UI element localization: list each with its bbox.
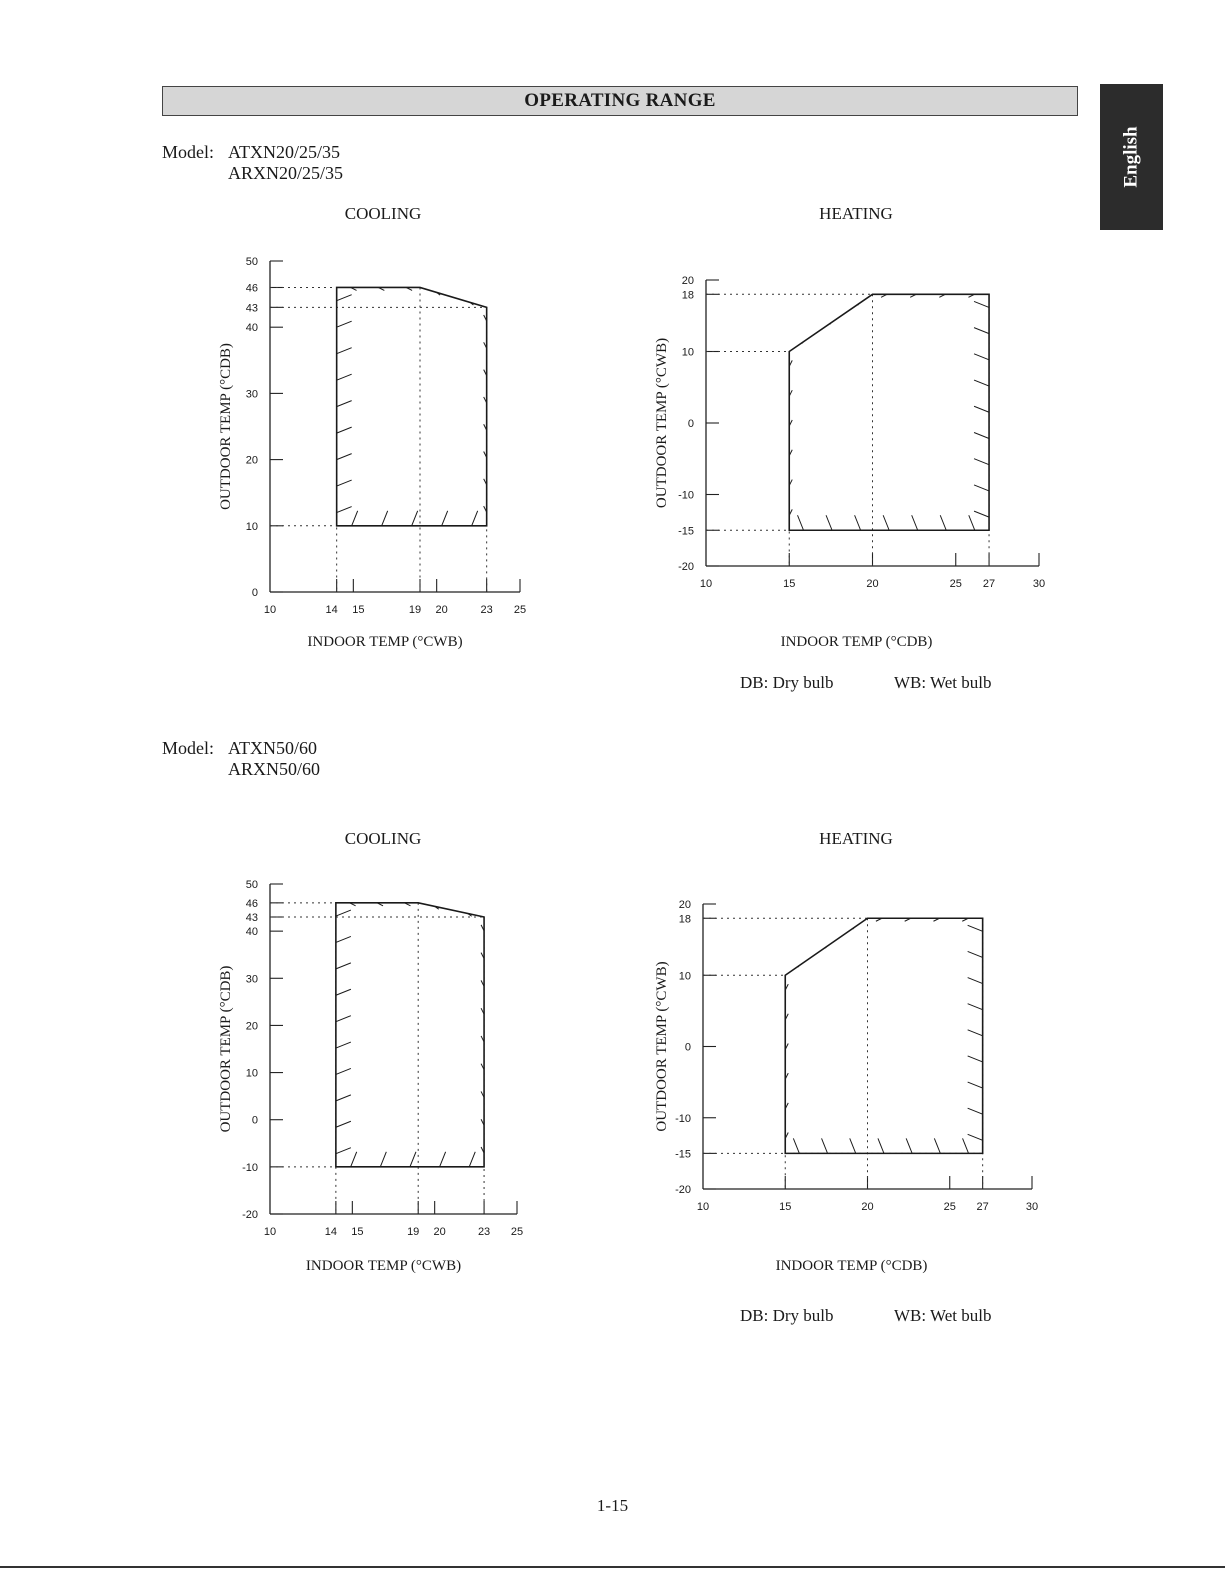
hatch-mark <box>906 1138 912 1153</box>
legend-2 <box>740 1306 991 1326</box>
hatch-mark <box>968 1108 983 1114</box>
hatch-mark <box>968 1004 983 1010</box>
hatch-mark <box>337 374 352 380</box>
x-axis-title: INDOOR TEMP (°CDB) <box>780 634 933 650</box>
x-tick-label: 19 <box>407 1226 420 1238</box>
y-tick-label: 50 <box>245 256 258 268</box>
hatch-mark <box>963 1138 969 1153</box>
y-axis-title: OUTDOOR TEMP (°CWB) <box>654 961 670 1132</box>
hatch-mark <box>968 1134 983 1140</box>
y-tick-label: 0 <box>684 1041 691 1054</box>
y-tick-label: -15 <box>675 1148 691 1161</box>
hatch-mark <box>968 1056 983 1062</box>
y-axis-title: OUTDOOR TEMP (°CWB) <box>654 337 670 509</box>
hatch-mark <box>912 515 918 530</box>
x-tick-label: 23 <box>477 1226 491 1238</box>
y-tick-label: -20 <box>242 1209 258 1221</box>
hatch-mark <box>336 1148 351 1154</box>
legend-wet-bulb: WB: Wet bulb <box>894 1306 992 1325</box>
bottom-rule <box>0 1566 1225 1568</box>
hatch-mark <box>855 515 861 530</box>
y-tick-label: -10 <box>242 1161 258 1174</box>
y-tick-label: 0 <box>687 418 694 430</box>
hatch-mark <box>351 1152 357 1167</box>
y-tick-label: 10 <box>678 970 691 983</box>
hatch-mark <box>974 406 989 412</box>
x-axis-title: INDOOR TEMP (°CWB) <box>307 634 463 650</box>
hatch-mark <box>940 515 946 530</box>
y-tick-label: 46 <box>245 897 258 910</box>
hatch-mark <box>878 1138 884 1153</box>
legend-1 <box>740 673 991 693</box>
hatch-mark <box>883 515 889 530</box>
hatch-mark <box>412 511 418 526</box>
x-tick-label: 10 <box>263 604 277 616</box>
hatch-mark <box>337 427 352 433</box>
hatch-mark <box>968 951 983 957</box>
model-name: ATXN50/60 <box>228 738 317 758</box>
hatch-mark <box>337 348 352 354</box>
hatch-mark <box>337 507 352 513</box>
hatch-mark <box>336 963 351 969</box>
hatch-mark <box>337 295 352 301</box>
x-tick-label: 20 <box>435 604 448 616</box>
y-tick-label: 30 <box>245 973 258 986</box>
operating-range-polygon <box>789 294 989 530</box>
x-tick-label: 10 <box>263 1226 277 1238</box>
hatch-mark <box>968 1082 983 1088</box>
y-tick-label: 40 <box>245 322 258 335</box>
hatch-mark <box>974 380 989 386</box>
x-tick-label: 15 <box>779 1201 792 1213</box>
hatch-mark <box>826 515 832 530</box>
y-tick-label: 43 <box>245 302 258 315</box>
hatch-mark <box>352 511 358 526</box>
y-tick-label: -10 <box>678 489 694 502</box>
y-tick-label: 46 <box>245 282 258 295</box>
x-tick-label: 10 <box>696 1201 710 1213</box>
x-tick-label: 14 <box>325 604 338 616</box>
operating-range-polygon <box>336 903 484 1167</box>
chart-title-cooling-1: COOLING <box>344 204 422 223</box>
y-tick-label: -10 <box>675 1112 691 1125</box>
x-tick-label: 27 <box>982 578 996 590</box>
y-tick-label: 20 <box>245 1020 258 1033</box>
hatch-mark <box>472 511 478 526</box>
hatch-mark <box>442 511 448 526</box>
y-tick-label: 18 <box>681 289 694 302</box>
hatch-mark <box>337 401 352 407</box>
x-axis-title: INDOOR TEMP (°CWB) <box>305 1258 462 1274</box>
hatch-mark <box>336 1095 351 1101</box>
x-axis-title: INDOOR TEMP (°CDB) <box>775 1258 928 1274</box>
chart-2 <box>654 275 1045 650</box>
hatch-mark <box>440 1152 446 1167</box>
chart-title-heating-1: HEATING <box>819 204 893 223</box>
y-tick-label: -15 <box>678 525 694 538</box>
hatch-mark <box>974 459 989 465</box>
hatch-mark <box>974 432 989 438</box>
page-number: 1-15 <box>596 1496 629 1515</box>
hatch-mark <box>974 511 989 517</box>
y-tick-label: 50 <box>245 879 258 891</box>
hatch-mark <box>336 1068 351 1074</box>
section-title: OPERATING RANGE <box>162 86 1078 116</box>
hatch-mark <box>380 1152 386 1167</box>
hatch-mark <box>798 515 804 530</box>
legend-wet-bulb: WB: Wet bulb <box>894 673 992 692</box>
x-tick-label: 15 <box>351 1226 364 1238</box>
hatch-mark <box>336 989 351 995</box>
y-tick-label: 30 <box>245 388 258 401</box>
y-tick-label: -20 <box>678 561 694 573</box>
model-name: ARXN20/25/35 <box>228 163 344 183</box>
operating-range-polygon <box>785 918 982 1153</box>
y-tick-label: 20 <box>678 899 691 911</box>
chart-1 <box>218 256 526 650</box>
y-axis-title: OUTDOOR TEMP (°CDB) <box>218 965 234 1133</box>
y-tick-label: 10 <box>245 520 258 533</box>
x-tick-label: 20 <box>433 1226 446 1238</box>
x-tick-label: 30 <box>1032 578 1046 590</box>
x-tick-label: 10 <box>699 578 713 590</box>
x-tick-label: 20 <box>861 1201 874 1213</box>
hatch-mark <box>974 485 989 491</box>
y-tick-label: 40 <box>245 926 258 939</box>
y-axis-title: OUTDOOR TEMP (°CDB) <box>218 343 234 510</box>
x-tick-label: 19 <box>408 604 422 616</box>
x-tick-label: 14 <box>324 1226 337 1238</box>
hatch-mark <box>822 1138 828 1153</box>
x-tick-label: 30 <box>1025 1201 1039 1213</box>
x-tick-label: 25 <box>513 604 527 616</box>
hatch-mark <box>974 301 989 307</box>
x-tick-label: 15 <box>352 604 365 616</box>
hatch-mark <box>968 978 983 984</box>
x-tick-label: 25 <box>510 1226 524 1238</box>
hatch-mark <box>382 511 388 526</box>
hatch-mark <box>974 328 989 334</box>
legend-dry-bulb: DB: Dry bulb <box>740 1306 834 1325</box>
x-tick-label: 20 <box>866 578 879 590</box>
hatch-mark <box>410 1152 416 1167</box>
hatch-mark <box>850 1138 856 1153</box>
model-label: Model: <box>162 738 214 758</box>
y-tick-label: 20 <box>245 454 258 467</box>
x-tick-label: 15 <box>783 578 796 590</box>
hatch-mark <box>337 321 352 327</box>
x-tick-label: 25 <box>943 1201 956 1213</box>
model-label: Model: <box>162 142 214 162</box>
hatch-mark <box>793 1138 799 1153</box>
chart-4 <box>654 899 1038 1274</box>
hatch-mark <box>934 1138 940 1153</box>
hatch-mark <box>968 925 983 931</box>
hatch-mark <box>968 1030 983 1036</box>
x-tick-label: 23 <box>480 604 493 616</box>
hatch-mark <box>469 1152 475 1167</box>
operating-range-polygon <box>337 287 487 525</box>
hatch-mark <box>336 1121 351 1127</box>
chart-title-cooling-2: COOLING <box>344 829 422 848</box>
y-tick-label: 10 <box>245 1067 258 1080</box>
hatch-mark <box>336 910 351 916</box>
chart-3 <box>218 879 523 1274</box>
x-tick-label: 25 <box>949 578 962 590</box>
legend-dry-bulb: DB: Dry bulb <box>740 673 834 692</box>
language-tab-label: English <box>1120 126 1142 188</box>
y-tick-label: 20 <box>681 275 694 287</box>
model-name: ATXN20/25/35 <box>228 142 340 162</box>
hatch-mark <box>337 454 352 460</box>
hatch-mark <box>336 1042 351 1048</box>
hatch-mark <box>336 936 351 942</box>
x-tick-label: 27 <box>976 1201 989 1213</box>
y-tick-label: 0 <box>251 1114 258 1127</box>
y-tick-label: 10 <box>681 346 694 359</box>
hatch-mark <box>336 1016 351 1022</box>
model-name: ARXN50/60 <box>228 759 321 779</box>
y-tick-label: 18 <box>678 913 691 926</box>
hatch-mark <box>974 354 989 360</box>
hatch-mark <box>337 480 352 486</box>
y-tick-label: -20 <box>675 1184 691 1196</box>
chart-title-heating-2: HEATING <box>819 829 893 848</box>
y-tick-label: 43 <box>245 912 258 924</box>
hatch-mark <box>969 515 975 530</box>
y-tick-label: 0 <box>251 587 258 599</box>
